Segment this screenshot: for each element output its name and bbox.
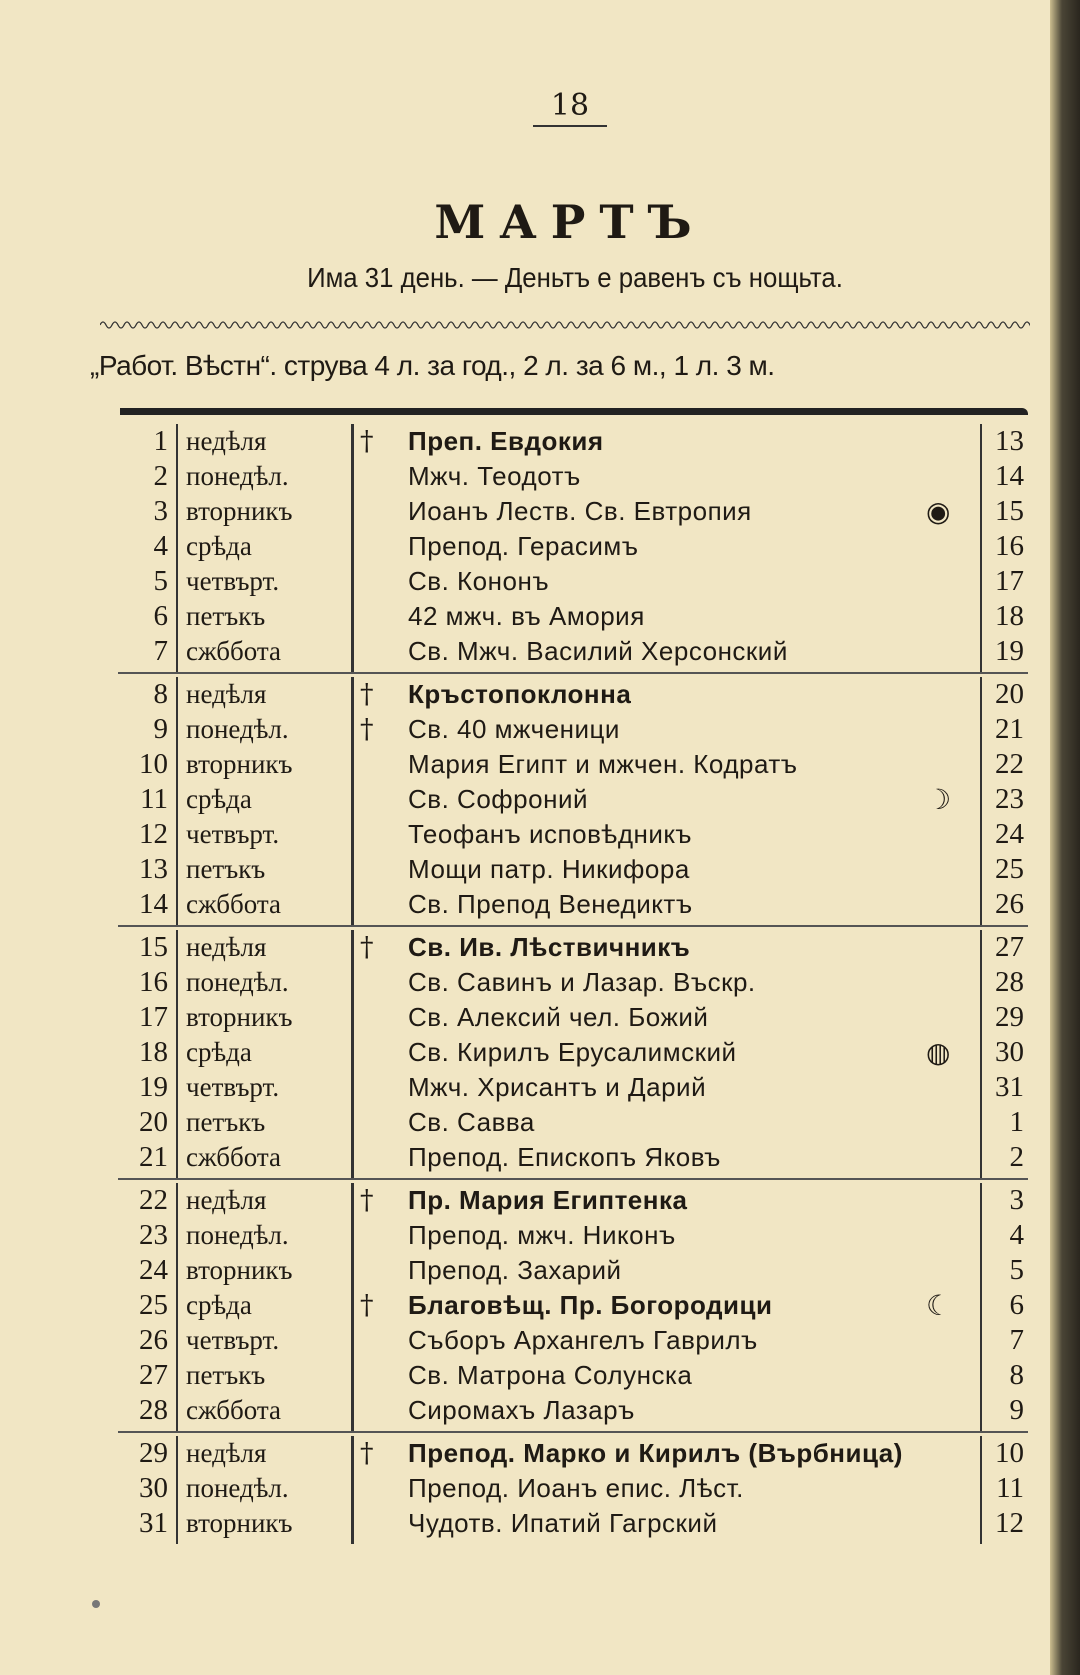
day-number: 25 bbox=[139, 1289, 168, 1321]
saint-name: Пр. Мария Египтенка bbox=[408, 1185, 688, 1215]
old-style-date: 1 bbox=[1009, 1106, 1024, 1138]
day-number: 31 bbox=[139, 1507, 168, 1539]
calendar-row bbox=[118, 1218, 1028, 1253]
old-style-date: 26 bbox=[995, 888, 1024, 920]
day-number: 3 bbox=[153, 495, 168, 527]
weekday: срѣда bbox=[186, 531, 252, 561]
calendar-row bbox=[118, 712, 1028, 747]
day-number: 26 bbox=[139, 1324, 168, 1356]
weekday: недѣля bbox=[186, 932, 267, 962]
day-number: 24 bbox=[139, 1254, 168, 1286]
day-number: 13 bbox=[139, 853, 168, 885]
day-number: 20 bbox=[139, 1106, 168, 1138]
weekday: срѣда bbox=[186, 1290, 252, 1320]
table-top-rule bbox=[120, 408, 1028, 415]
weekday: сжббота bbox=[186, 889, 282, 919]
new-moon-icon: ◍ bbox=[926, 1036, 951, 1069]
saint-name: 42 мжч. въ Амория bbox=[408, 601, 645, 631]
saint-name: Препод. мжч. Никонъ bbox=[408, 1220, 676, 1250]
day-number: 22 bbox=[139, 1184, 168, 1216]
cross-icon: † bbox=[360, 679, 374, 710]
weekday: недѣля bbox=[186, 679, 267, 709]
weekday: вторникъ bbox=[186, 496, 293, 526]
calendar-row bbox=[118, 1070, 1028, 1105]
day-number: 15 bbox=[139, 931, 168, 963]
day-number: 18 bbox=[139, 1036, 168, 1068]
weekday: четвърт. bbox=[186, 566, 280, 596]
weekday: недѣля bbox=[186, 426, 267, 456]
cross-icon: † bbox=[360, 932, 374, 963]
cross-icon: † bbox=[360, 426, 374, 457]
old-style-date: 28 bbox=[995, 966, 1024, 998]
saint-name: Мжч. Теодотъ bbox=[408, 461, 581, 491]
old-style-date: 13 bbox=[995, 425, 1024, 457]
weekday: понедѣл. bbox=[186, 967, 289, 997]
day-number: 10 bbox=[139, 748, 168, 780]
calendar-week bbox=[118, 1436, 1028, 1544]
old-style-date: 3 bbox=[1009, 1184, 1024, 1216]
saint-name: Св. Кононъ bbox=[408, 566, 550, 596]
calendar-row bbox=[118, 677, 1028, 712]
first-quarter-moon-icon: ☾ bbox=[926, 1289, 952, 1322]
calendar-row bbox=[118, 782, 1028, 817]
saint-name: Препод. Захарий bbox=[408, 1255, 622, 1285]
weekday: петъкъ bbox=[186, 1360, 266, 1390]
weekday: петъкъ bbox=[186, 601, 266, 631]
saint-name: Сиромахъ Лазаръ bbox=[408, 1395, 635, 1425]
day-number: 28 bbox=[139, 1394, 168, 1426]
old-style-date: 23 bbox=[995, 783, 1024, 815]
calendar-row bbox=[118, 1506, 1028, 1541]
page-edge-shadow bbox=[1050, 0, 1080, 1675]
old-style-date: 11 bbox=[996, 1472, 1024, 1504]
calendar-row bbox=[118, 1471, 1028, 1506]
day-number: 1 bbox=[153, 425, 168, 457]
full-moon-icon: ◉ bbox=[926, 495, 951, 528]
weekday: петъкъ bbox=[186, 854, 266, 884]
saint-name: Св. Ив. Лѣствичникъ bbox=[408, 932, 691, 962]
weekday: четвърт. bbox=[186, 1072, 280, 1102]
saint-name: Мощи патр. Никифора bbox=[408, 854, 690, 884]
saint-name: Мария Египт и мжчен. Кодратъ bbox=[408, 749, 798, 779]
saint-name: Св. Кирилъ Ерусалимский bbox=[408, 1037, 737, 1067]
weekday: сжббота bbox=[186, 1395, 282, 1425]
calendar-row bbox=[118, 1393, 1028, 1428]
saint-name: Препод. Иоанъ епис. Лѣст. bbox=[408, 1473, 744, 1503]
old-style-date: 31 bbox=[995, 1071, 1024, 1103]
saint-name: Св. Мжч. Василий Херсонский bbox=[408, 636, 788, 666]
old-style-date: 20 bbox=[995, 678, 1024, 710]
saint-name: Теофанъ исповѣдникъ bbox=[408, 819, 693, 849]
day-number: 12 bbox=[139, 818, 168, 850]
calendar-row bbox=[118, 1436, 1028, 1471]
calendar-row bbox=[118, 747, 1028, 782]
day-number: 6 bbox=[153, 600, 168, 632]
day-number: 5 bbox=[153, 565, 168, 597]
old-style-date: 19 bbox=[995, 635, 1024, 667]
old-style-date: 29 bbox=[995, 1001, 1024, 1033]
calendar-row bbox=[118, 1105, 1028, 1140]
saint-name: Св. Савва bbox=[408, 1107, 535, 1137]
calendar-row bbox=[118, 564, 1028, 599]
day-number: 7 bbox=[153, 635, 168, 667]
calendar-row bbox=[118, 529, 1028, 564]
weekday: четвърт. bbox=[186, 1325, 280, 1355]
day-number: 2 bbox=[153, 460, 168, 492]
old-style-date: 18 bbox=[995, 600, 1024, 632]
day-number: 17 bbox=[139, 1001, 168, 1033]
saint-name: Св. Матрона Солунска bbox=[408, 1360, 693, 1390]
calendar-table bbox=[118, 424, 1028, 1547]
calendar-row bbox=[118, 1035, 1028, 1070]
day-number: 21 bbox=[139, 1141, 168, 1173]
saint-name: Мжч. Хрисантъ и Дарий bbox=[408, 1072, 707, 1102]
calendar-week bbox=[118, 930, 1028, 1180]
saint-name: Препод. Епископъ Яковъ bbox=[408, 1142, 721, 1172]
weekday: срѣда bbox=[186, 1037, 252, 1067]
weekday: недѣля bbox=[186, 1185, 267, 1215]
cross-icon: † bbox=[360, 1185, 374, 1216]
day-number: 27 bbox=[139, 1359, 168, 1391]
old-style-date: 22 bbox=[995, 748, 1024, 780]
day-number: 4 bbox=[153, 530, 168, 562]
saint-name: Чудотв. Ипатий Гагрский bbox=[408, 1508, 718, 1538]
old-style-date: 6 bbox=[1009, 1289, 1024, 1321]
saint-name: Преп. Евдокия bbox=[408, 426, 604, 456]
calendar-week bbox=[118, 424, 1028, 674]
saint-name: Св. Препод Венедиктъ bbox=[408, 889, 693, 919]
day-number: 30 bbox=[139, 1472, 168, 1504]
weekday: вторникъ bbox=[186, 749, 293, 779]
calendar-row bbox=[118, 817, 1028, 852]
day-number: 16 bbox=[139, 966, 168, 998]
day-number: 14 bbox=[139, 888, 168, 920]
old-style-date: 8 bbox=[1009, 1359, 1024, 1391]
calendar-row bbox=[118, 494, 1028, 529]
calendar-row bbox=[118, 1140, 1028, 1175]
subscription-price-line: „Работ. Вѣстн“. струва 4 л. за год., 2 л. за 6 м., 1 л. 3 м. bbox=[90, 350, 775, 381]
old-style-date: 7 bbox=[1009, 1324, 1024, 1356]
weekday: недѣля bbox=[186, 1438, 267, 1468]
old-style-date: 4 bbox=[1009, 1219, 1024, 1251]
weekday: вторникъ bbox=[186, 1255, 293, 1285]
saint-name: Благовѣщ. Пр. Богородици bbox=[408, 1290, 773, 1320]
old-style-date: 25 bbox=[995, 853, 1024, 885]
weekday: вторникъ bbox=[186, 1002, 293, 1032]
old-style-date: 16 bbox=[995, 530, 1024, 562]
old-style-date: 27 bbox=[995, 931, 1024, 963]
cross-icon: † bbox=[360, 1438, 374, 1469]
calendar-row bbox=[118, 1323, 1028, 1358]
month-subtitle: Има 31 день. — Деньтъ е равенъ съ нощьта. bbox=[307, 262, 843, 293]
calendar-row bbox=[118, 930, 1028, 965]
weekday: петъкъ bbox=[186, 1107, 266, 1137]
day-number: 9 bbox=[153, 713, 168, 745]
old-style-date: 14 bbox=[995, 460, 1024, 492]
old-style-date: 21 bbox=[995, 713, 1024, 745]
saint-name: Иоанъ Леств. Св. Евтропия bbox=[408, 496, 752, 526]
weekday: вторникъ bbox=[186, 1508, 293, 1538]
weekday: срѣда bbox=[186, 784, 252, 814]
calendar-row bbox=[118, 424, 1028, 459]
saint-name: Препод. Марко и Кирилъ (Върбница) bbox=[408, 1438, 903, 1468]
calendar-row bbox=[118, 1000, 1028, 1035]
calendar-row bbox=[118, 1183, 1028, 1218]
old-style-date: 10 bbox=[995, 1437, 1024, 1469]
wavy-divider bbox=[100, 318, 1030, 332]
old-style-date: 12 bbox=[995, 1507, 1024, 1539]
day-number: 23 bbox=[139, 1219, 168, 1251]
ink-spot bbox=[92, 1600, 100, 1608]
day-number: 11 bbox=[140, 783, 168, 815]
last-quarter-moon-icon: ☽ bbox=[926, 783, 952, 816]
old-style-date: 24 bbox=[995, 818, 1024, 850]
month-title: МАРТЪ bbox=[434, 195, 706, 249]
calendar-week bbox=[118, 1183, 1028, 1433]
cross-icon: † bbox=[360, 1290, 374, 1321]
weekday: сжббота bbox=[186, 636, 282, 666]
weekday: понедѣл. bbox=[186, 714, 289, 744]
calendar-row bbox=[118, 965, 1028, 1000]
calendar-row bbox=[118, 1358, 1028, 1393]
calendar-row bbox=[118, 634, 1028, 669]
weekday: понедѣл. bbox=[186, 461, 289, 491]
saint-name: Препод. Герасимъ bbox=[408, 531, 639, 561]
calendar-row bbox=[118, 852, 1028, 887]
calendar-week bbox=[118, 677, 1028, 927]
old-style-date: 15 bbox=[995, 495, 1024, 527]
calendar-row bbox=[118, 459, 1028, 494]
weekday: понедѣл. bbox=[186, 1220, 289, 1250]
saint-name: Св. Алексий чел. Божий bbox=[408, 1002, 709, 1032]
calendar-row bbox=[118, 1253, 1028, 1288]
day-number: 19 bbox=[139, 1071, 168, 1103]
old-style-date: 30 bbox=[995, 1036, 1024, 1068]
page-number: 18 bbox=[0, 88, 1080, 127]
calendar-row bbox=[118, 1288, 1028, 1323]
saint-name: Кръстопоклонна bbox=[408, 679, 632, 709]
weekday: понедѣл. bbox=[186, 1473, 289, 1503]
cross-icon: † bbox=[360, 714, 374, 745]
old-style-date: 5 bbox=[1009, 1254, 1024, 1286]
day-number: 29 bbox=[139, 1437, 168, 1469]
old-style-date: 9 bbox=[1009, 1394, 1024, 1426]
saint-name: Св. 40 мжченици bbox=[408, 714, 620, 744]
weekday: сжббота bbox=[186, 1142, 282, 1172]
saint-name: Св. Софроний bbox=[408, 784, 588, 814]
saint-name: Съборъ Архангелъ Гаврилъ bbox=[408, 1325, 758, 1355]
old-style-date: 2 bbox=[1009, 1141, 1024, 1173]
day-number: 8 bbox=[153, 678, 168, 710]
calendar-row bbox=[118, 887, 1028, 922]
calendar-row bbox=[118, 599, 1028, 634]
old-style-date: 17 bbox=[995, 565, 1024, 597]
weekday: четвърт. bbox=[186, 819, 280, 849]
saint-name: Св. Савинъ и Лазар. Въскр. bbox=[408, 967, 756, 997]
